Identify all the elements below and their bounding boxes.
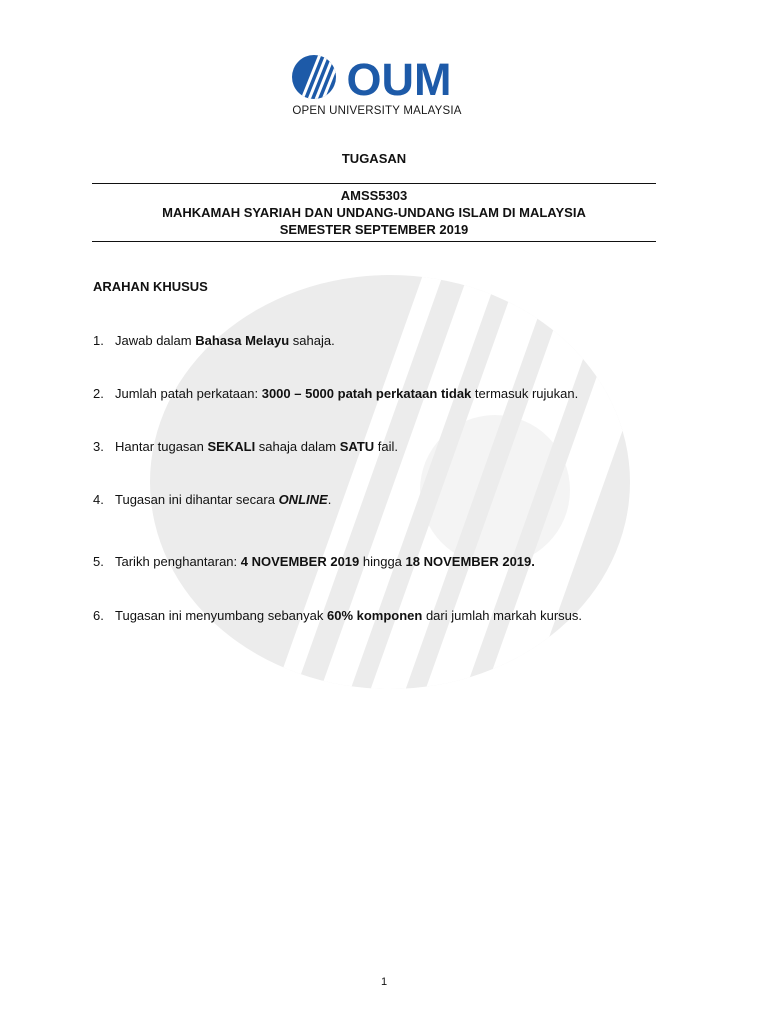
course-name: MAHKAMAH SYARIAH DAN UNDANG-UNDANG ISLAM DI MALAYSIA [162,205,586,220]
oum-logo-mark [287,52,467,104]
item-text-run: 3000 – 5000 patah perkataan tidak [261,386,472,401]
oum-logo [287,52,467,122]
item-text-run: 4 NOVEMBER 2019 [240,554,360,569]
item-text-run: SEKALI [207,439,256,454]
instruction-item [93,607,653,625]
item-text-run: Jumlah patah perkataan: [115,386,262,401]
item-text-run: hingga [359,554,406,569]
instruction-item [93,438,653,456]
logo-subtitle: OPEN UNIVERSITY MALAYSIA [292,105,462,117]
item-text-run: Tugasan ini dihantar secara [115,492,279,507]
document-title: TUGASAN [341,151,407,166]
item-number: 3. [93,439,104,454]
item-text-run: Jawab dalam [115,333,196,348]
item-text-run: 18 NOVEMBER 2019. [405,554,535,569]
item-text-run: ONLINE [278,492,328,507]
item-number: 2. [93,386,104,401]
page-number: 1 [380,976,388,988]
item-text [115,439,398,454]
item-text-run: Tugasan ini menyumbang sebanyak [115,608,327,623]
instruction-item [93,491,653,509]
item-text-run: sahaja. [289,333,335,348]
course-code: AMSS5303 [340,188,408,203]
item-text-run: Hantar tugasan [115,439,208,454]
item-number: 4. [93,492,104,507]
item-text-run: SATU [339,439,375,454]
item-text [115,492,331,507]
item-number: 1. [93,333,104,348]
item-number: 6. [93,608,104,623]
item-text [115,333,335,348]
item-text-run: sahaja dalam [255,439,340,454]
item-number: 5. [93,554,104,569]
item-text [115,386,578,401]
semester: SEMESTER SEPTEMBER 2019 [279,222,469,237]
item-text-run: 60% komponen [326,608,423,623]
instruction-item [93,553,653,571]
item-text [115,554,535,569]
item-text-run: Bahasa Melayu [195,333,290,348]
item-text-run: Tarikh penghantaran: [115,554,241,569]
logo-wordmark: OUM [346,54,452,104]
item-text-run: termasuk rujukan. [471,386,579,401]
item-text-run: dari jumlah markah kursus. [422,608,583,623]
instructions-heading: ARAHAN KHUSUS [93,279,208,294]
item-text-run: . [327,492,332,507]
instruction-item [93,385,653,403]
item-text [115,608,582,623]
header-top-rule [92,183,656,184]
header-bottom-rule [92,241,656,242]
item-text-run: fail. [374,439,399,454]
instruction-item [93,332,653,350]
